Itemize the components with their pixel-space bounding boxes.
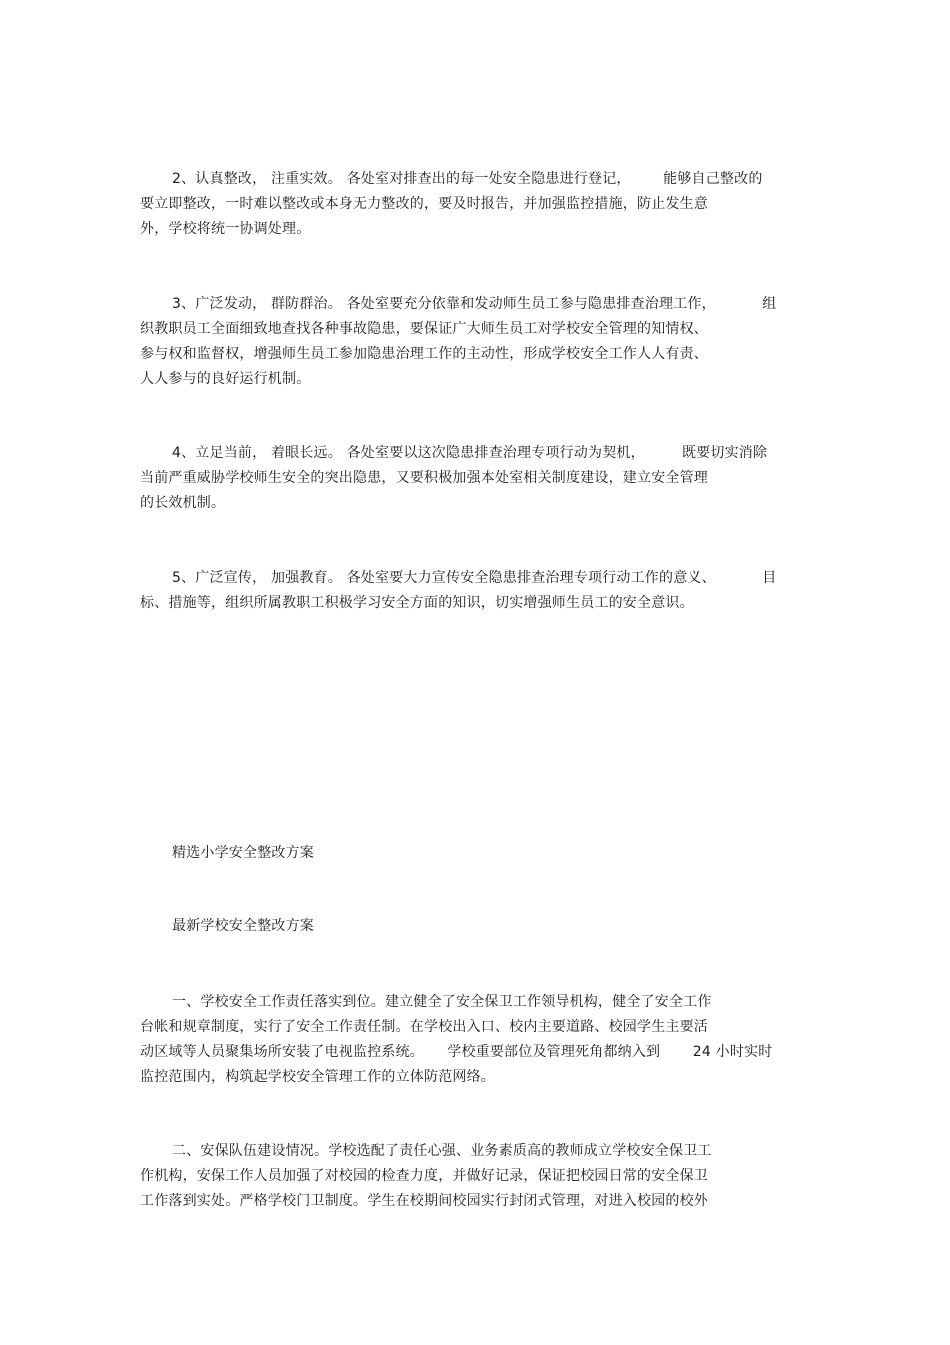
paragraph-3-line-3: 参与权和监督权，增强师生员工参加隐患治理工作的主动性，形成学校安全工作人人有责、 — [140, 346, 708, 362]
paragraph-2-line-3: 外，学校将统一协调处理。 — [140, 221, 311, 237]
paragraph-3-line-4: 人人参与的良好运行机制。 — [140, 371, 311, 387]
paragraph-5-line-1: 5、广泛宣传， 加强教育。 各处室要大力宣传安全隐患排查治理专项行动工作的意义、 目 — [172, 570, 777, 586]
paragraph-3-line-1: 3、广泛发动， 群防群治。 各处室要充分依靠和发动师生员工参与隐患排查治理工作， 组 — [172, 296, 777, 312]
paragraph-4-line-3: 的长效机制。 — [140, 495, 226, 511]
section-1-line-3: 动区域等人员聚集场所安装了电视监控系统。 学校重要部位及管理死角都纳入到 24 小时实时 — [140, 1044, 773, 1060]
paragraph-4-line-1: 4、立足当前， 着眼长远。 各处室要以这次隐患排查治理专项行动为契机， 既要切实消除 — [172, 445, 768, 461]
section-1-line-4: 监控范围内，构筑起学校安全管理工作的立体防范网络。 — [140, 1069, 495, 1085]
heading-latest-plan: 最新学校安全整改方案 — [172, 918, 314, 934]
section-2-line-3: 工作落到实处。严格学校门卫制度。学生在校期间校园实行封闭式管理，对进入校园的校外 — [140, 1193, 708, 1209]
paragraph-4-line-2: 当前严重威胁学校师生安全的突出隐患，又要积极加强本处室相关制度建设，建立安全管理 — [140, 470, 708, 486]
paragraph-5-line-2: 标、措施等，组织所属教职工积极学习安全方面的知识，切实增强师生员工的安全意识。 — [140, 595, 694, 611]
section-2-line-2: 作机构，安保工作人员加强了对校园的检查力度，并做好记录，保证把校园日常的安全保卫 — [140, 1168, 708, 1184]
section-1-line-1: 一、学校安全工作责任落实到位。建立健全了安全保卫工作领导机构，健全了安全工作 — [172, 994, 712, 1010]
heading-selected-plan: 精选小学安全整改方案 — [172, 845, 314, 861]
paragraph-2-line-2: 要立即整改，一时难以整改或本身无力整改的，要及时报告，并加强监控措施，防止发生意 — [140, 196, 708, 212]
section-1-line-2: 台帐和规章制度，实行了安全工作责任制。在学校出入口、校内主要道路、校园学生主要活 — [140, 1019, 708, 1035]
paragraph-2-line-1: 2、认真整改， 注重实效。 各处室对排查出的每一处安全隐患进行登记， 能够自己整改的 — [172, 171, 763, 187]
section-2-line-1: 二、安保队伍建设情况。学校选配了责任心强、业务素质高的教师成立学校安全保卫工 — [172, 1143, 712, 1159]
paragraph-3-line-2: 织教职员工全面细致地查找各种事故隐患，要保证广大师生员工对学校安全管理的知情权、 — [140, 321, 708, 337]
